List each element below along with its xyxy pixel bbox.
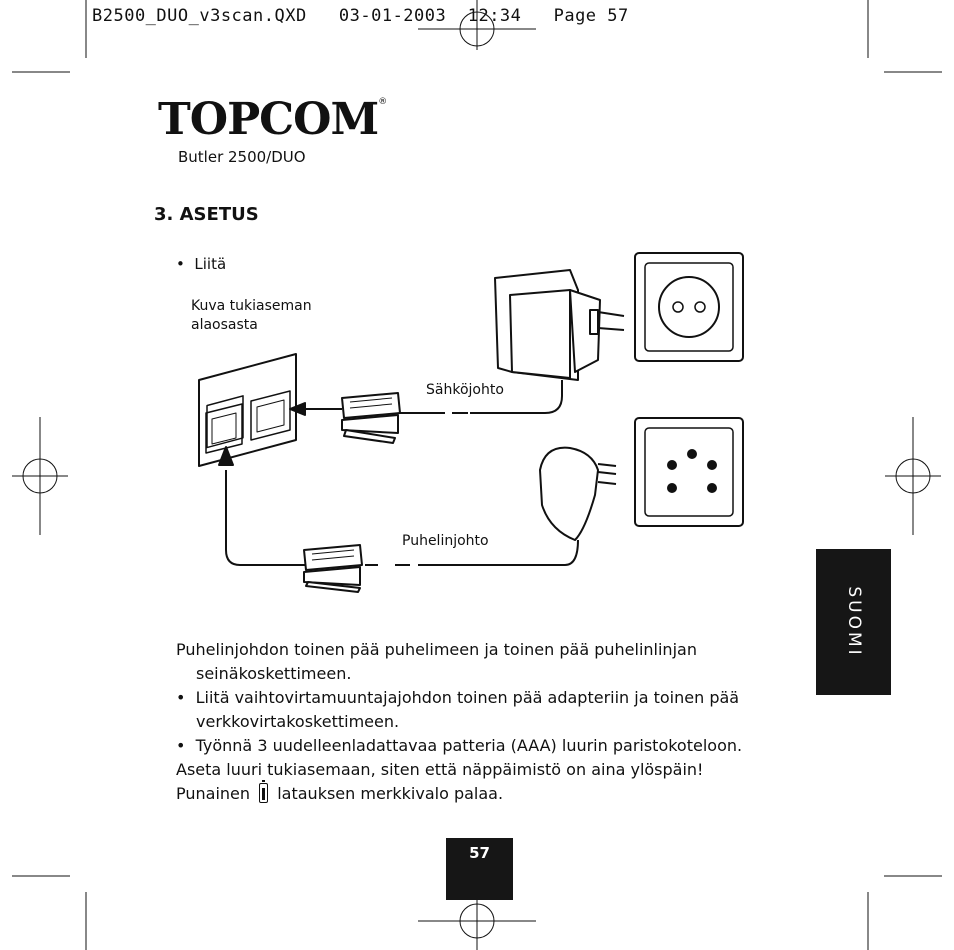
connect-bullet: • Liitä xyxy=(176,255,227,273)
phone-wall-plug xyxy=(540,448,616,540)
instruction-paragraph-2: • Liitä vaihtovirtamuuntajajohdon toinen pää adapteriin ja toinen pää verkkovirtakoskettimeen. xyxy=(176,688,740,731)
figure-caption-line2: alaosasta xyxy=(191,317,258,333)
language-tab xyxy=(816,549,891,695)
base-station-panel xyxy=(199,354,296,466)
instruction-1-line1: Puhelinjohdon toinen pää puhelimeen ja toinen pää puhelinlinjan xyxy=(176,640,697,659)
instruction-2-line1: Liitä vaihtovirtamuuntajajohdon toinen pää adapteriin ja toinen pää xyxy=(195,688,740,707)
phone-rj-plug xyxy=(304,545,362,592)
page-number: 57 xyxy=(446,838,513,900)
connect-bullet-text: Liitä xyxy=(194,255,227,273)
section-heading: 3. ASETUS xyxy=(154,204,259,225)
instructions-body xyxy=(176,638,816,806)
instruction-5-after: latauksen merkkivalo palaa. xyxy=(277,784,504,803)
power-rj-plug xyxy=(342,393,400,443)
power-adapter xyxy=(495,270,624,380)
instruction-paragraph-4 xyxy=(176,758,816,782)
instruction-3: Työnnä 3 uudelleenladattavaa patteria (AAA) luurin paristokoteloon. xyxy=(195,736,743,755)
phone-cable-label: Puhelinjohto xyxy=(402,533,489,549)
instruction-paragraph-3: • Työnnä 3 uudelleenladattavaa patteria (AAA) luurin paristokoteloon. xyxy=(176,736,743,755)
power-outlet xyxy=(635,253,743,361)
registered-mark: ® xyxy=(378,97,387,107)
figure-caption-line1: Kuva tukiaseman xyxy=(191,298,312,314)
brand-name: TOPCOM xyxy=(158,94,379,145)
instruction-2-line2: verkkovirtakoskettimeen. xyxy=(196,712,400,731)
instruction-paragraph-1 xyxy=(176,638,816,686)
instruction-4: Aseta luuri tukiasemaan, siten että näppäimistö on aina ylöspäin! xyxy=(176,760,704,779)
model-name: Butler 2500/DUO xyxy=(178,148,306,166)
language-tab-label: SUOMI xyxy=(843,586,864,658)
phone-outlet xyxy=(635,418,743,526)
power-cable-label: Sähköjohto xyxy=(426,382,504,398)
print-header: B2500_DUO_v3scan.QXD 03-01-2003 12:34 Page 57 xyxy=(92,6,629,26)
battery-icon xyxy=(259,783,268,803)
instruction-5-before: Punainen xyxy=(176,784,251,803)
instruction-paragraph-5 xyxy=(176,782,816,806)
instruction-1-line2: seinäkoskettimeen. xyxy=(196,664,352,683)
